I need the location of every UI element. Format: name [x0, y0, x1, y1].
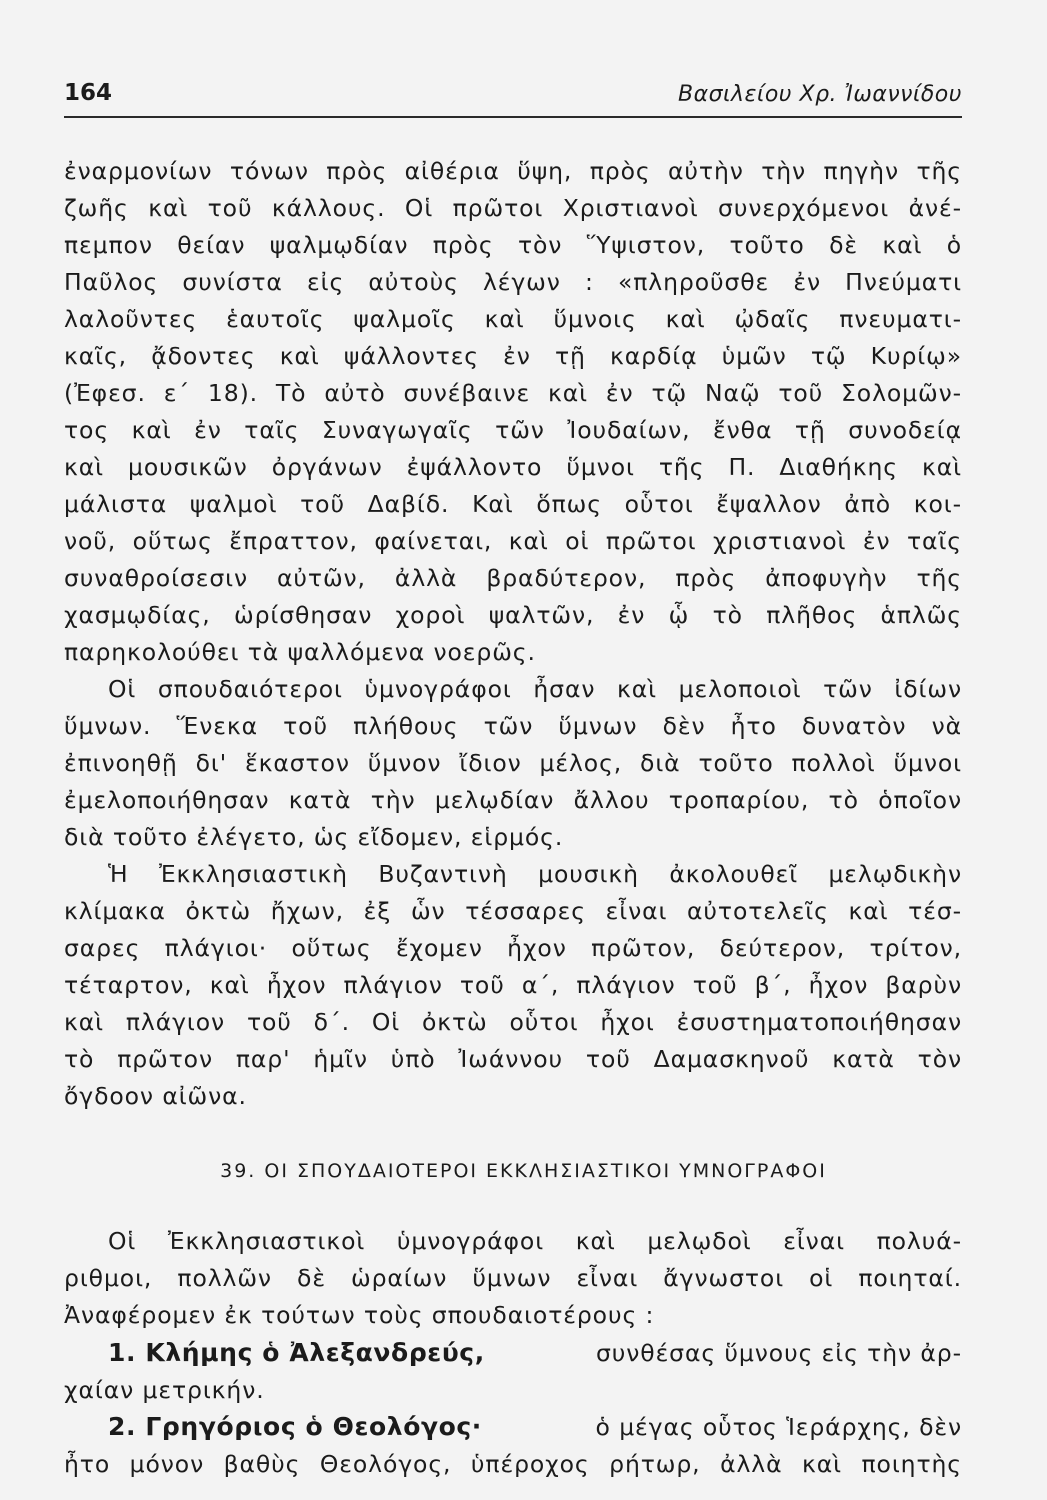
paragraph-start-line: Οἱ Ἐκκλησιαστικοὶ ὑμνογράφοι καὶ μελῳδοὶ εἶναι πολυά- — [108, 1227, 962, 1255]
text-line: ἐναρμονίων τόνων πρὸς αἰθέρια ὕψη, πρὸς αὐτὴν τὴν πηγὴν τῆς — [64, 157, 962, 185]
page-number: 164 — [64, 80, 113, 106]
text-line: καῖς, ᾄδοντες καὶ ψάλλοντες ἐν τῇ καρδίᾳ ὑμῶν τῷ Κυρίῳ» — [64, 342, 962, 370]
text-line: τὸ πρῶτον παρ' ἡμῖν ὑπὸ Ἰωάννου τοῦ Δαμασκηνοῦ κατὰ τὸν — [64, 1045, 962, 1073]
paragraph-start-line: Ἡ Ἐκκλησιαστικὴ Βυζαντινὴ μουσικὴ ἀκολουθεῖ μελῳδικὴν — [108, 860, 962, 888]
text-line: Παῦλος συνίστα εἰς αὐτοὺς λέγων : «πληροῦσθε ἐν Πνεύματι — [64, 268, 962, 296]
text-line: ὄγδοον αἰῶνα. — [64, 1082, 247, 1110]
text-line: κλίμακα ὀκτὼ ἤχων, ἐξ ὧν τέσσαρες εἶναι αὐτοτελεῖς καὶ τέσ- — [64, 897, 962, 925]
text-line: ριθμοι, πολλῶν δὲ ὡραίων ὕμνων εἶναι ἄγνωστοι οἱ ποιηταί. — [64, 1264, 962, 1292]
text-line: συναθροίσεσιν αὐτῶν, ἀλλὰ βραδύτερον, πρὸς ἀποφυγὴν τῆς — [64, 564, 962, 592]
text-line: τος καὶ ἐν ταῖς Συναγωγαῖς τῶν Ἰουδαίων, ἔνθα τῇ συνοδείᾳ — [64, 416, 962, 444]
text-line: ἐπινοηθῇ δι' ἕκαστον ὕμνον ἴδιον μέλος, διὰ τοῦτο πολλοὶ ὕμνοι — [64, 749, 962, 777]
entry-text: συνθέσας ὕμνους εἰς τὴν ἀρ- — [595, 1339, 962, 1367]
text-line: νοῦ, οὕτως ἔπραττον, φαίνεται, καὶ οἱ πρῶτοι χριστιανοὶ ἐν ταῖς — [64, 527, 962, 555]
text-line: τέταρτον, καὶ ἦχον πλάγιον τοῦ α΄, πλάγιον τοῦ β΄, ἦχον βαρὺν — [64, 971, 962, 999]
section-heading: 39. ΟΙ ΣΠΟΥΔΑΙΟΤΕΡΟΙ ΕΚΚΛΗΣΙΑΣΤΙΚΟΙ ΥΜΝΟΓΡΑΦΟΙ — [220, 1160, 827, 1182]
text-line: λαλοῦντες ἑαυτοῖς ψαλμοῖς καὶ ὕμνοις καὶ ᾠδαῖς πνευματι- — [64, 305, 962, 333]
text-line: πεμπον θείαν ψαλμῳδίαν πρὸς τὸν Ὕψιστον, τοῦτο δὲ καὶ ὁ — [64, 231, 962, 259]
text-line: ζωῆς καὶ τοῦ κάλλους. Οἱ πρῶτοι Χριστιανοὶ συνερχόμενοι ἀνέ- — [64, 194, 962, 222]
entry-text: ὁ μέγας οὗτος Ἱεράρχης, δὲν — [595, 1413, 962, 1441]
text-line: ἐμελοποιήθησαν κατὰ τὴν μελῳδίαν ἄλλου τροπαρίου, τὸ ὁποῖον — [64, 786, 962, 814]
page-header — [64, 80, 962, 116]
running-title: Βασιλείου Χρ. Ἰωαννίδου — [678, 82, 962, 107]
header-rule — [64, 116, 962, 118]
text-line: σαρες πλάγιοι· οὕτως ἔχομεν ἦχον πρῶτον, δεύτερον, τρίτον, — [64, 934, 962, 962]
text-line: διὰ τοῦτο ἐλέγετο, ὡς εἴδομεν, εἱρμός. — [64, 823, 564, 851]
text-line: μάλιστα ψαλμοὶ τοῦ Δαβίδ. Καὶ ὅπως οὗτοι ἔψαλλον ἀπὸ κοι- — [64, 490, 962, 518]
text-line: Ἀναφέρομεν ἐκ τούτων τοὺς σπουδαιοτέρους : — [64, 1301, 655, 1329]
entry-continuation: χαίαν μετρικήν. — [64, 1376, 265, 1404]
text-line: καὶ πλάγιον τοῦ δ΄. Οἱ ὀκτὼ οὗτοι ἦχοι ἐσυστηματοποιήθησαν — [64, 1008, 962, 1036]
entry-line — [108, 1412, 962, 1442]
text-line: ὕμνων. Ἕνεκα τοῦ πλήθους τῶν ὕμνων δὲν ἦτο δυνατὸν νὰ — [64, 712, 962, 740]
text-line: καὶ μουσικῶν ὀργάνων ἐψάλλοντο ὕμνοι τῆς Π. Διαθήκης καὶ — [64, 453, 962, 481]
paragraph-start-line: Οἱ σπουδαιότεροι ὑμνογράφοι ἦσαν καὶ μελοποιοὶ τῶν ἰδίων — [108, 675, 962, 703]
text-line: χασμῳδίας, ὡρίσθησαν χοροὶ ψαλτῶν, ἐν ᾧ τὸ πλῆθος ἁπλῶς — [64, 601, 962, 629]
entry-continuation: ἦτο μόνον βαθὺς Θεολόγος, ὑπέροχος ρήτωρ, ἀλλὰ καὶ ποιητὴς — [64, 1450, 962, 1478]
entry-line — [108, 1338, 962, 1368]
entry-term: 2. Γρηγόριος ὁ Θεολόγος· — [108, 1412, 482, 1441]
entry-term: 1. Κλήμης ὁ Ἀλεξανδρεύς, — [108, 1338, 485, 1367]
text-line: παρηκολούθει τὰ ψαλλόμενα νοερῶς. — [64, 638, 536, 666]
text-line: (Ἐφεσ. ε΄ 18). Τὸ αὐτὸ συνέβαινε καὶ ἐν τῷ Ναῷ τοῦ Σολομῶν- — [64, 379, 962, 407]
